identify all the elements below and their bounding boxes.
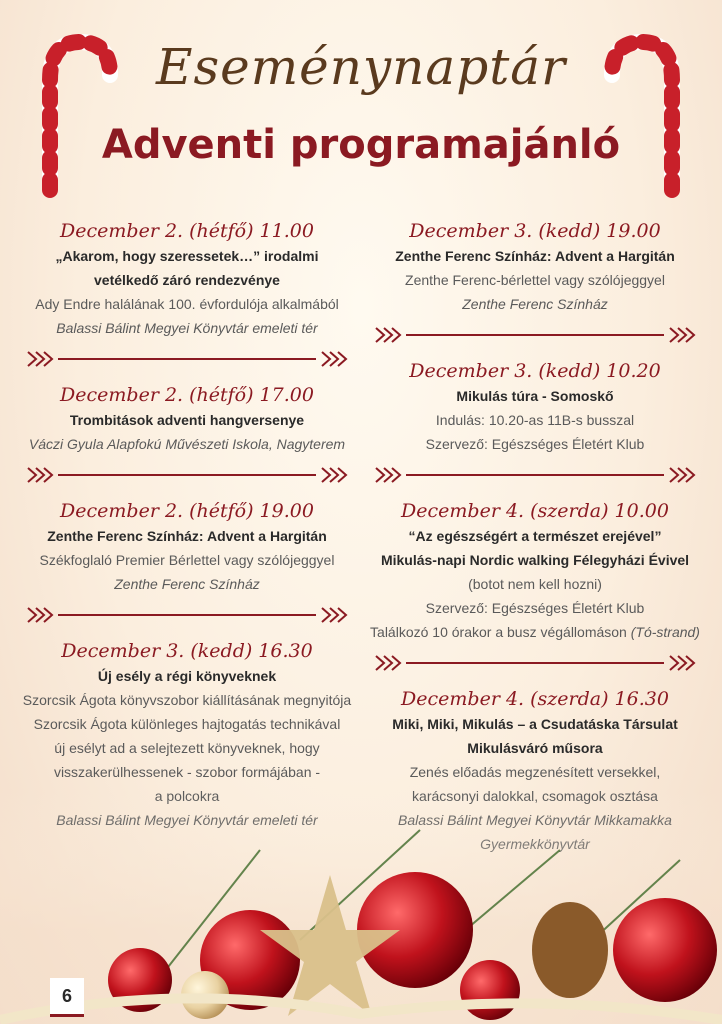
section-divider [22,604,352,626]
page-title: Eseménynaptár [155,38,567,96]
event-venue: Zenthe Ferenc Színház [462,296,608,312]
event-detail: (botot nem kell hozni) [468,576,602,592]
right-event-column [370,218,700,856]
event-detail: Szervező: Egészséges Életért Klub [425,600,645,616]
event-date: December 2. (hétfő) 11.00 [60,220,314,242]
arrow-divider-icon [22,604,352,626]
event-title: Trombitások adventi hangversenye [69,412,305,428]
arrow-divider-icon [370,464,700,486]
event-title: Mikulás-napi Nordic walking Félegyházi Évivel [380,552,690,568]
event-block [22,218,352,340]
event-meeting-text: Találkozó 10 órakor a busz végállomáson [370,624,631,640]
event-venue: Balassi Bálint Megyei Könyvtár emeleti tér [56,320,318,336]
page-subtitle: Adventi programajánló [101,122,621,168]
event-title: Zenthe Ferenc Színház: Advent a Hargitán [395,248,675,264]
event-venue: Zenthe Ferenc Színház [114,576,260,592]
event-block [370,218,700,316]
event-date: December 2. (hétfő) 19.00 [60,500,314,522]
event-title: Mikulás túra - Somoskő [456,388,614,404]
event-title: Zenthe Ferenc Színház: Advent a Hargitán [47,528,327,544]
arrow-divider-icon [22,348,352,370]
event-title: Miki, Miki, Mikulás – a Csudatáska Társulat [392,716,678,732]
left-event-column [22,218,352,832]
event-title: „Akarom, hogy szeressetek…” irodalmi [55,248,319,264]
event-date: December 4. (szerda) 16.30 [401,688,669,710]
section-divider [22,464,352,486]
event-detail: új esélyt ad a selejtezett könyveknek, hogy [54,740,320,756]
christmas-ornaments-decoration [0,790,722,1024]
event-detail: Indulás: 10.20-as 11B-s busszal [435,412,635,428]
event-date: December 3. (kedd) 10.20 [409,360,661,382]
event-block [370,498,700,644]
event-block [370,358,700,456]
section-divider [370,464,700,486]
event-meeting-point [370,620,700,644]
event-date: December 2. (hétfő) 17.00 [60,384,314,406]
event-date: December 4. (szerda) 10.00 [401,500,669,522]
event-date: December 3. (kedd) 19.00 [409,220,661,242]
arrow-divider-icon [370,652,700,674]
event-block [22,498,352,596]
event-venue: Váczi Gyula Alapfokú Művészeti Iskola, Nagyterem [28,436,346,452]
event-detail: Ady Endre halálának 100. évfordulója alkalmából [35,296,339,312]
arrow-divider-icon [22,464,352,486]
page-number: 6 [50,978,84,1017]
event-detail: visszakerülhessenek - szobor formájában - [53,764,321,780]
event-detail: Székfoglaló Premier Bérlettel vagy szólójeggyel [39,552,335,568]
event-title: “Az egészségért a természet erejével” [408,528,662,544]
section-divider [22,348,352,370]
event-date: December 3. (kedd) 16.30 [61,640,313,662]
event-detail: Szorcsik Ágota könyvszobor kiállításának megnyitója [22,692,352,708]
event-detail: Szorcsik Ágota különleges hajtogatás technikával [33,716,341,732]
event-detail: Szervező: Egészséges Életért Klub [425,436,645,452]
event-title: Mikulásváró műsora [467,740,603,756]
section-divider [370,324,700,346]
event-detail: Zenthe Ferenc-bérlettel vagy szólójeggyel [405,272,665,288]
arrow-divider-icon [370,324,700,346]
section-divider [370,652,700,674]
event-meeting-place: (Tó-strand) [630,624,700,640]
event-title: vetélkedő záró rendezvénye [94,272,280,288]
event-block [22,382,352,456]
event-title: Új esély a régi könyveknek [97,668,277,684]
event-detail: Zenés előadás megzenésített versekkel, [409,764,661,780]
